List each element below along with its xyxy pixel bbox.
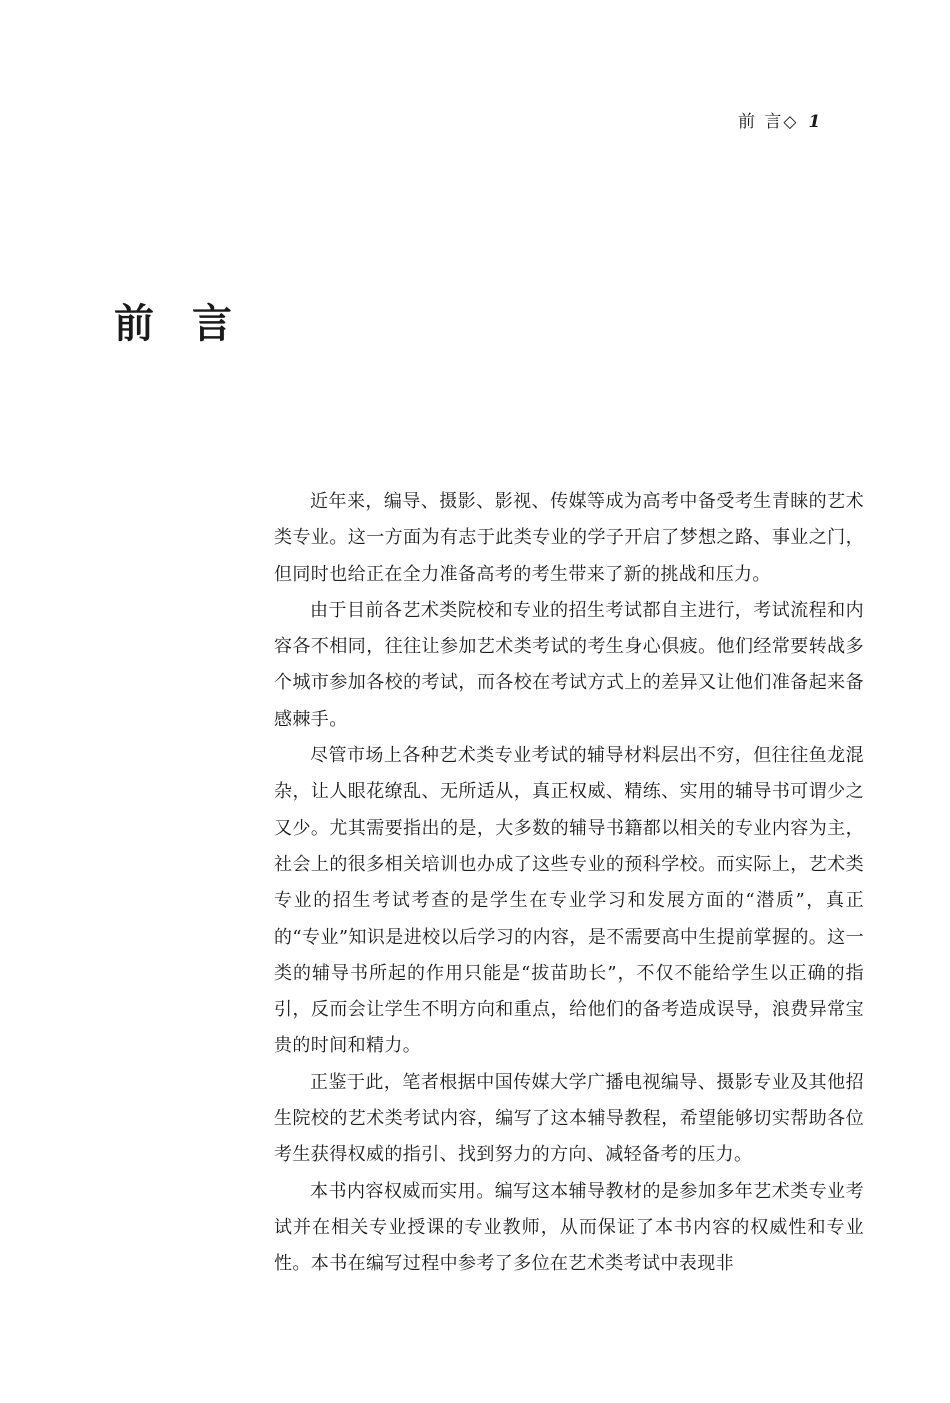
chapter-title: 前言 [114,300,270,347]
preface-body [274,484,864,1283]
paragraph: 由于目前各艺术类院校和专业的招生考试都自主进行，考试流程和内容各不相同，往往让参加艺术类考试的考生身心俱疲。他们经常要转战多个城市参加各校的考试，而各校在考试方式上的差异又让他们准备起来备感棘手。 [274,599,864,730]
paragraph: 本书内容权威而实用。编写这本辅导教材的是参加多年艺术类专业考试并在相关专业授课的专业教师，从而保证了本书内容的权威性和专业性。本书在编写过程中参考了多位在艺术类考试中表现非 [274,1180,864,1275]
running-header [738,110,820,134]
paragraph: 正鉴于此，笔者根据中国传媒大学广播电视编导、摄影专业及其他招生院校的艺术类考试内容，编写了这本辅导教程，希望能够切实帮助各位考生获得权威的指引、找到努力的方向、减轻备考的压力。 [274,1071,864,1166]
paragraph: 近年来，编导、摄影、影视、传媒等成为高考中备受考生青睐的艺术类专业。这一方面为有志于此类专业的学子开启了梦想之路、事业之门，但同时也给正在全力准备高考的考生带来了新的挑战和压力。 [274,491,864,585]
paragraph: 尽管市场上各种艺术类专业考试的辅导材料层出不穷，但往往鱼龙混杂，让人眼花缭乱、无所适从，真正权威、精练、实用的辅导书可谓少之又少。尤其需要指出的是，大多数的辅导书籍都以相关的专业内容为主，社会上的很多相关培训也办成了这些专业的预科学校。而实际上，艺术类专业的招生考试考查的是学生在专业学习和发展方面的“潜质”，真正的“专业”知识是进校以后学习的内容，是不需要高中生提前掌握的。这一类的辅导书所起的作用只能是“拔苗助长”，不仅不能给学生以正确的指引，反而会让学生不明方向和重点，给他们的备考造成误导，浪费异常宝贵的时间和精力。 [274,745,864,1057]
page-number: 1 [808,112,821,132]
running-header-title: 前 言◇ [738,112,799,132]
